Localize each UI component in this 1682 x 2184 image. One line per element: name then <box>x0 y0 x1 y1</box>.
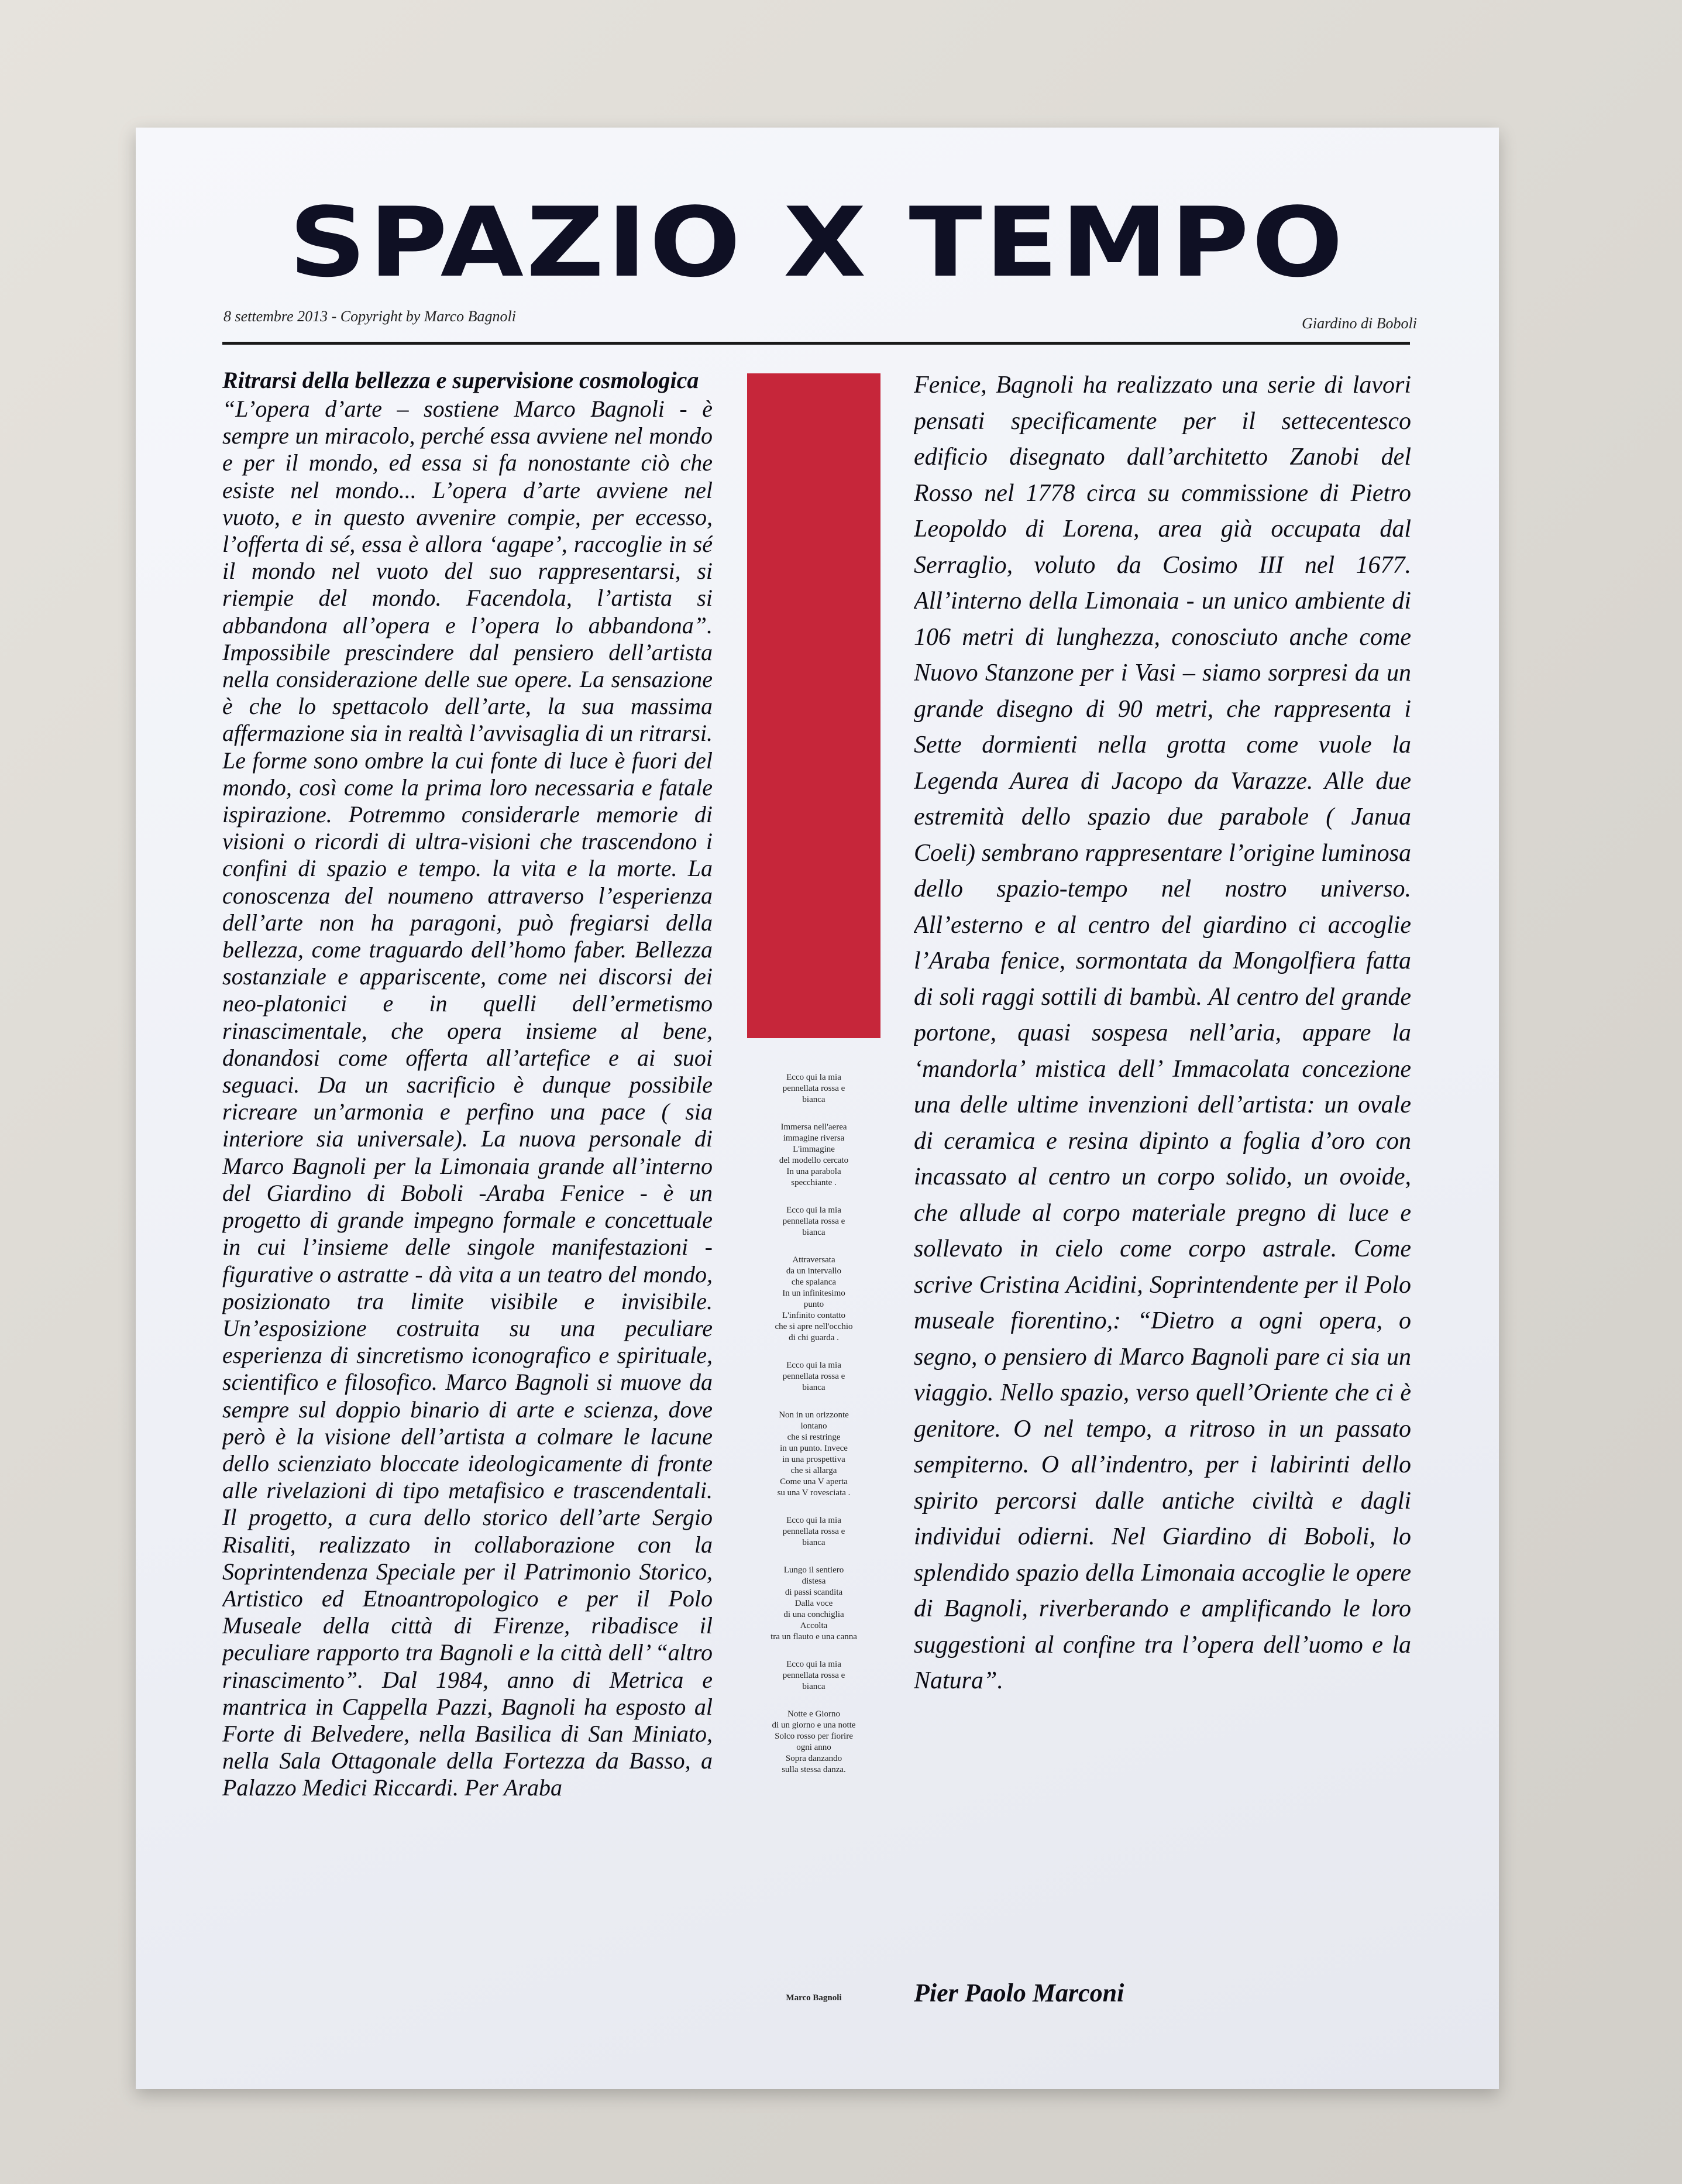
poem-stanza: Ecco qui la mia pennellata rossa e bianca <box>782 1660 845 1691</box>
author-byline: Pier Paolo Marconi <box>914 1979 1124 2007</box>
poem-stanza: Attraversata da un intervallo che spalanca In un infinitesimo punto L'infinito contatto che si apre nell'occhio di chi guarda . <box>775 1255 853 1342</box>
left-column <box>222 368 713 2024</box>
masthead-title: SPAZIO X TEMPO <box>288 187 1346 298</box>
poem-stanza: Ecco qui la mia pennellata rossa e bianca <box>782 1361 845 1392</box>
poem-stanza: Ecco qui la mia pennellata rossa e bianca <box>782 1206 845 1237</box>
header-rule <box>222 342 1410 345</box>
right-column-text: Fenice, Bagnoli ha realizzato una serie di lavori pensati specificamente per il settecentesco edificio disegnato dall’architetto Zanobi del Rosso nel 1778 circa su commissione di Pietro Leopoldo di Lorena, area già occupata dal Serraglio, voluto da Cosimo III nel 1677. All’interno della Limonaia - un unico ambiente di 106 metri di lunghezza, conosciuto anche come Nuovo Stanzone per i Vasi – siamo sorpresi da un grande disegno di 90 metri, che rappresenta i Sette dormienti nella grotta come vuole la Legenda Aurea di Jacopo da Varazze. Alle due estremità dello spazio due parabole ( Janua Coeli) sembrano rappresentare l’origine luminosa dello spazio-tempo nel nostro universo. All’esterno e al centro del giardino ci accoglie l’Araba fenice, sormontata da Mongolfiera fatta di soli raggi sottili di bambù. Al centro del grande portone, quasi sospesa nell’aria, appare la ‘mandorla’ mistica dell’ Immacolata concezione una delle ultime invenzioni dell’artista: un ovale di ceramica e resina dipinto a foglia d’oro con incassato al centro un corpo solido, un ovoide, che allude al corpo materiale pregno di luce e sollevato in cielo come corpo astrale. Come scrive Cristina Acidini, Soprintendente per il Polo museale fiorentino,: “Dietro a ogni opera, o segno, o pensiero di Marco Bagnoli pare ci sia un viaggio. Nello spazio, verso quell’Oriente che ci è genitore. O nel tempo, a ritroso in un passato sempiterno. O all’indentro, per i labirinti dello spirito percorsi dalle antiche civiltà e dagli individui odierni. Nel Giardino di Boboli, lo splendido spazio della Limonaia accoglie le opere di Bagnoli, riverberando e amplificando le loro suggestioni al confine tra l’opera dell’uomo e la Natura”. <box>914 372 1411 1694</box>
red-brushstroke-bar <box>747 373 880 1038</box>
article-heading: Ritrarsi della bellezza e supervisione cosmologica <box>222 368 699 393</box>
poem-stanza: Non in un orizzonte lontano che si restringe in un punto. Invece in una prospettiva che si allarga Come una V aperta su una V rovesciata . <box>777 1410 851 1498</box>
poem-stanza: Ecco qui la mia pennellata rossa e bianca <box>782 1073 845 1104</box>
left-column-text: “L’opera d’arte – sostiene Marco Bagnoli - è sempre un miracolo, perché essa avviene nel mondo e per il mondo, ed essa si fa nonostante ciò che esiste nel mondo... L’opera d’arte avviene nel vuoto, e in questo avvenire compie, per eccesso, l’offerta di sé, essa è allora ‘agape’, raccoglie in sé il mondo nel vuoto del suo rappresentarsi, si riempie del mondo. Facendola, l’artista si abbandona all’opera e l’opera lo abbandona”. Impossibile prescindere dal pensiero dell’artista nella considerazione delle sue opere. La sensazione è che lo spettacolo dell’arte, la sua massima affermazione sia in realtà l’avvisaglia di un ritrarsi. Le forme sono ombre la cui fonte di luce è fuori del mondo, così come la prima loro necessaria e fatale ispirazione. Potremmo considerarle memorie di visioni o ricordi di ultra-visioni che trascendono i confini di spazio e tempo. la vita e la morte. La conoscenza del noumeno attraverso l’esperienza dell’arte non ha paragoni, può fregiarsi della bellezza, come traguardo dell’homo faber. Bellezza sostanziale e appariscente, come nei discorsi dei neo-platonici e in quelli dell’ermetismo rinascimentale, che opera insieme al bene, donandosi come offerta all’artefice e ai suoi seguaci. Da un sacrificio è dunque possibile ricreare un’armonia e perfino una pace ( sia interiore sia universale). La nuova personale di Marco Bagnoli per la Limonaia grande all’interno del Giardino di Boboli -Araba Fenice - è un progetto di grande impegno formale e concettuale in cui l’insieme delle singole manifestazioni - figurative o astratte - dà vita a un teatro del mondo, posizionato tra limite visibile e invisibile. Un’esposizione costruita su una peculiare esperienza di sincretismo iconografico e spirituale, scientifico e filosofico. Marco Bagnoli si muove da sempre sul doppio binario di arte e scienza, dove però è la visione dell’artista a colmare le lacune dello scienziato bloccate ideologicamente di fronte alle rivelazioni di tipo metafisico e trascendentali. Il progetto, a cura dello storico dell’arte Sergio Risaliti, realizzato in collaborazione con la Soprintendenza Speciale per il Patrimonio Storico, Artistico ed Etnoantropologico e per il Polo Museale della città di Firenze, ribadisce il peculiare rapporto tra Bagnoli e la città dell’ “altro rinascimento”. Dal 1984, anno di Metrica e mantrica in Cappella Pazzi, Bagnoli ha esposto al Forte di Belvedere, nella Basilica di San Miniato, nella Sala Ottagonale della Fortezza da Basso, a Palazzo Medici Riccardi. Per Araba <box>222 396 713 1801</box>
poem-stanza: Notte e Giorno di un giorno e una notte Solco rosso per fiorire ogni anno Sopra danzando sulla stessa danza. <box>772 1709 856 1774</box>
newspaper-page <box>136 128 1499 2089</box>
right-column <box>914 368 1411 1994</box>
poem-signature: Marco Bagnoli <box>786 1993 842 2003</box>
poem-stanza: Ecco qui la mia pennellata rossa e bianca <box>782 1516 845 1547</box>
poem-column <box>738 1072 889 2032</box>
dateline: 8 settembre 2013 - Copyright by Marco Bagnoli <box>223 308 516 325</box>
locality-label: Giardino di Boboli <box>1302 315 1417 332</box>
poem-stanza: Lungo il sentiero distesa di passi scandita Dalla voce di una conchiglia Accolta tra un flauto e una canna <box>771 1565 857 1642</box>
poem-stanza: Immersa nell'aerea immagine riversa L'immagine del modello cercato In una parabola specchiante . <box>779 1122 849 1187</box>
